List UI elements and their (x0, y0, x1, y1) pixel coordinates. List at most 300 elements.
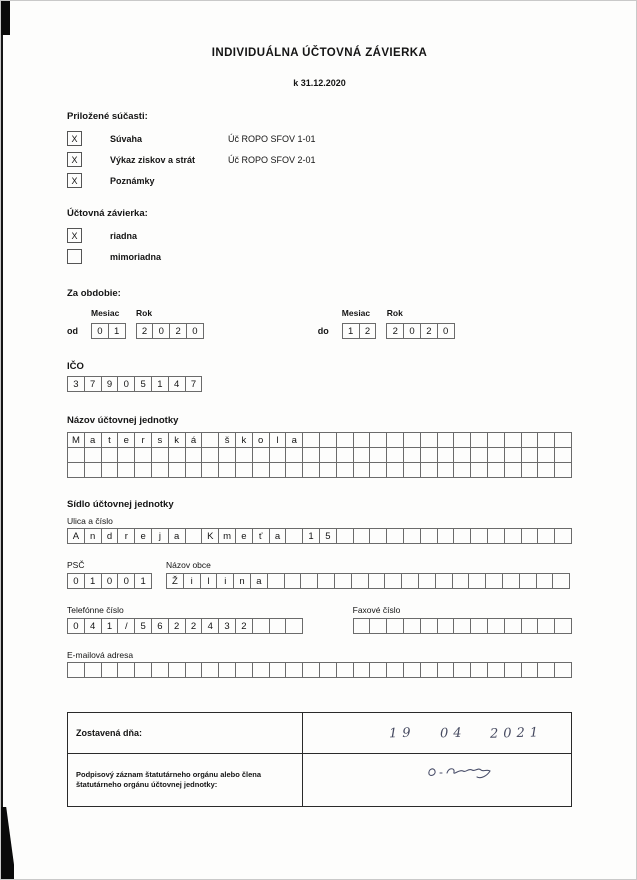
checkbox-mimoriadna (67, 249, 82, 264)
char-cell (487, 662, 505, 678)
char-cell: K (201, 528, 219, 544)
char-cell (353, 462, 371, 478)
char-cell (319, 462, 337, 478)
char-cell: 1 (151, 376, 169, 392)
page-subtitle: k 31.12.2020 (293, 78, 346, 88)
char-cell: 1 (342, 323, 360, 339)
char-cell (485, 573, 503, 589)
char-cell (487, 618, 505, 634)
char-cell: 1 (101, 618, 119, 634)
char-cell (537, 462, 555, 478)
char-cell (537, 528, 555, 544)
entity-name-row-3 (67, 462, 572, 478)
char-cell: a (285, 432, 303, 448)
char-cell (453, 528, 471, 544)
char-cell (504, 618, 522, 634)
char-cell (504, 662, 522, 678)
ico-boxes (67, 376, 572, 392)
char-cell: t (101, 432, 119, 448)
char-cell (554, 462, 572, 478)
compiled-date-row (68, 713, 571, 754)
statement-label: mimoriadna (110, 251, 162, 262)
char-cell (269, 662, 287, 678)
char-cell: š (218, 432, 236, 448)
char-cell (386, 447, 404, 463)
period-heading: Za obdobie: (67, 288, 121, 299)
char-cell: 2 (185, 618, 203, 634)
char-cell: á (185, 432, 203, 448)
char-cell: A (67, 528, 85, 544)
char-cell: 0 (117, 376, 135, 392)
char-cell (285, 462, 303, 478)
char-cell: i (183, 573, 201, 589)
char-cell: 2 (169, 323, 187, 339)
char-cell (285, 662, 303, 678)
char-cell: ť (252, 528, 270, 544)
checkbox-poznamky: X (67, 173, 82, 188)
char-cell: 1 (108, 323, 126, 339)
char-cell: a (269, 528, 287, 544)
char-cell (334, 573, 352, 589)
char-cell (420, 662, 438, 678)
checkbox-vykaz: X (67, 152, 82, 167)
char-cell (437, 447, 455, 463)
phone-col (67, 605, 303, 634)
char-cell: 2 (386, 323, 404, 339)
char-cell: 0 (67, 618, 85, 634)
char-cell (519, 573, 537, 589)
attachment-label: Výkaz ziskov a strát (110, 154, 196, 165)
char-cell (269, 618, 287, 634)
char-cell (185, 462, 203, 478)
char-cell (386, 432, 404, 448)
char-cell (403, 447, 421, 463)
fax-label: Faxové číslo (352, 605, 401, 615)
char-cell (151, 447, 169, 463)
char-cell (185, 528, 203, 544)
period-to-group (318, 308, 455, 339)
char-cell (168, 662, 186, 678)
char-cell (151, 662, 169, 678)
char-cell (252, 447, 270, 463)
char-cell (319, 662, 337, 678)
city-boxes (166, 573, 570, 589)
entity-name-grid (67, 432, 572, 478)
char-cell (521, 432, 539, 448)
char-cell (351, 573, 369, 589)
char-cell: 4 (168, 376, 186, 392)
phone-label: Telefónne číslo (67, 605, 124, 615)
char-cell (470, 528, 488, 544)
checkbox-suvaha: X (67, 131, 82, 146)
char-cell: Ž (166, 573, 184, 589)
char-cell: k (168, 432, 186, 448)
handwritten-month: 04 (439, 725, 467, 741)
char-cell (504, 462, 522, 478)
char-cell: / (117, 618, 135, 634)
fax-col (353, 605, 572, 634)
char-cell (218, 447, 236, 463)
char-cell (336, 662, 354, 678)
char-cell (554, 432, 572, 448)
char-cell (117, 662, 135, 678)
char-cell (453, 432, 471, 448)
attachment-row-suvaha (67, 131, 572, 146)
char-cell (353, 618, 371, 634)
char-cell (504, 447, 522, 463)
char-cell (168, 447, 186, 463)
char-cell (554, 447, 572, 463)
char-cell: 1 (84, 573, 102, 589)
char-cell (369, 447, 387, 463)
attachment-label: Súvaha (110, 133, 143, 144)
city-col (166, 560, 570, 589)
char-cell (84, 462, 102, 478)
char-cell: i (216, 573, 234, 589)
char-cell (470, 662, 488, 678)
char-cell: M (67, 432, 85, 448)
char-cell (101, 462, 119, 478)
from-label: od (67, 326, 78, 336)
char-cell (302, 447, 320, 463)
char-cell: 7 (84, 376, 102, 392)
char-cell (468, 573, 486, 589)
char-cell: 5 (319, 528, 337, 544)
char-cell (285, 447, 303, 463)
char-cell (67, 662, 85, 678)
char-cell (252, 662, 270, 678)
char-cell (504, 528, 522, 544)
char-cell (487, 462, 505, 478)
char-cell: s (151, 432, 169, 448)
char-cell (536, 573, 554, 589)
char-cell: r (134, 432, 152, 448)
char-cell (420, 432, 438, 448)
email-label: E-mailová adresa (67, 650, 134, 660)
spacer (67, 308, 91, 318)
char-cell (452, 573, 470, 589)
char-cell: e (134, 528, 152, 544)
char-cell (319, 432, 337, 448)
char-cell (336, 528, 354, 544)
char-cell: 2 (359, 323, 377, 339)
char-cell (487, 447, 505, 463)
char-cell (168, 462, 186, 478)
entity-name-label: Názov účtovnej jednotky (67, 415, 179, 426)
psc-boxes (67, 573, 152, 589)
street-label: Ulica a číslo (67, 516, 113, 526)
char-cell (369, 618, 387, 634)
entity-name-row-1 (67, 432, 572, 448)
ico-label: IČO (67, 361, 84, 372)
year-label: Rok (136, 308, 153, 318)
char-cell: n (84, 528, 102, 544)
char-cell (134, 462, 152, 478)
char-cell (336, 447, 354, 463)
char-cell (353, 447, 371, 463)
footer-table (67, 712, 572, 807)
char-cell (284, 573, 302, 589)
compiled-date-label: Zostavená dňa: (76, 728, 143, 738)
char-cell (403, 662, 421, 678)
char-cell (504, 432, 522, 448)
char-cell (420, 447, 438, 463)
char-cell (353, 432, 371, 448)
char-cell (437, 618, 455, 634)
char-cell (369, 462, 387, 478)
statement-label: riadna (110, 230, 138, 241)
attachment-code: Úč ROPO SFOV 1-01 (228, 133, 316, 144)
char-cell: 3 (218, 618, 236, 634)
char-cell (420, 462, 438, 478)
char-cell (369, 528, 387, 544)
char-cell (435, 573, 453, 589)
char-cell (353, 662, 371, 678)
char-cell: 0 (403, 323, 421, 339)
period-from-group (67, 308, 204, 339)
char-cell (537, 618, 555, 634)
char-cell (101, 662, 119, 678)
phone-boxes (67, 618, 303, 634)
char-cell: 2 (168, 618, 186, 634)
checkbox-riadna: X (67, 228, 82, 243)
char-cell (537, 447, 555, 463)
signature-scribble (423, 761, 497, 787)
char-cell (201, 432, 219, 448)
char-cell (386, 462, 404, 478)
char-cell (470, 432, 488, 448)
char-cell: 5 (134, 376, 152, 392)
to-label: do (317, 326, 329, 336)
char-cell (84, 447, 102, 463)
char-cell (285, 528, 303, 544)
char-cell (386, 618, 404, 634)
char-cell (235, 462, 253, 478)
page-title: INDIVIDUÁLNA ÚČTOVNÁ ZÁVIERKA (211, 47, 428, 59)
char-cell: a (84, 432, 102, 448)
psc-city-row (67, 560, 572, 589)
char-cell (401, 573, 419, 589)
char-cell (368, 573, 386, 589)
char-cell: 3 (67, 376, 85, 392)
char-cell (252, 618, 270, 634)
char-cell (300, 573, 318, 589)
entity-name-row-2 (67, 447, 572, 463)
handwritten-day: 19 (388, 725, 416, 741)
char-cell: 4 (84, 618, 102, 634)
spacer (318, 308, 342, 318)
char-cell (552, 573, 570, 589)
char-cell (470, 447, 488, 463)
attachments-heading: Priložené súčasti: (67, 111, 148, 122)
scan-artifact-left-edge (1, 1, 3, 879)
char-cell (386, 528, 404, 544)
char-cell (353, 528, 371, 544)
char-cell (386, 662, 404, 678)
char-cell (537, 662, 555, 678)
psc-label: PSČ (67, 560, 85, 570)
attachment-row-vykaz (67, 152, 572, 167)
char-cell (521, 462, 539, 478)
char-cell (269, 447, 287, 463)
char-cell (502, 573, 520, 589)
char-cell (285, 618, 303, 634)
char-cell: l (269, 432, 287, 448)
char-cell (384, 573, 402, 589)
handwritten-year: 2021 (489, 724, 544, 742)
char-cell (252, 462, 270, 478)
char-cell: 1 (134, 573, 152, 589)
char-cell (403, 432, 421, 448)
char-cell (302, 662, 320, 678)
char-cell (403, 618, 421, 634)
char-cell: 2 (235, 618, 253, 634)
char-cell (420, 618, 438, 634)
char-cell (437, 432, 455, 448)
char-cell: e (117, 432, 135, 448)
city-label: Názov obce (165, 560, 211, 570)
char-cell (117, 462, 135, 478)
char-cell: n (233, 573, 251, 589)
char-cell: 0 (152, 323, 170, 339)
char-cell (201, 447, 219, 463)
char-cell (369, 662, 387, 678)
char-cell (554, 618, 572, 634)
char-cell (235, 662, 253, 678)
char-cell: 0 (117, 573, 135, 589)
char-cell (201, 462, 219, 478)
char-cell: 5 (134, 618, 152, 634)
char-cell: 9 (101, 376, 119, 392)
address-heading: Sídlo účtovnej jednotky (67, 499, 174, 510)
char-cell (521, 618, 539, 634)
char-cell (302, 462, 320, 478)
char-cell (336, 462, 354, 478)
month-label: Mesiac (91, 308, 120, 318)
char-cell: 2 (136, 323, 154, 339)
char-cell (521, 662, 539, 678)
char-cell: k (235, 432, 253, 448)
phone-fax-row (67, 605, 572, 634)
char-cell: 6 (151, 618, 169, 634)
char-cell (487, 528, 505, 544)
char-cell (218, 662, 236, 678)
char-cell (185, 447, 203, 463)
to-year-boxes (386, 323, 454, 339)
char-cell (201, 662, 219, 678)
signature-label: Podpisový záznam štatutárneho orgánu alebo člena štatutárneho orgánu účtovnej jednotky: (76, 769, 262, 789)
char-cell (317, 573, 335, 589)
char-cell (554, 662, 572, 678)
char-cell: 0 (91, 323, 109, 339)
char-cell (336, 432, 354, 448)
char-cell (369, 432, 387, 448)
char-cell (453, 462, 471, 478)
char-cell: d (101, 528, 119, 544)
scan-artifact-top-left (1, 1, 10, 35)
attachment-row-poznamky (67, 173, 572, 188)
char-cell (319, 447, 337, 463)
char-cell: o (252, 432, 270, 448)
char-cell (67, 462, 85, 478)
char-cell: r (117, 528, 135, 544)
char-cell (453, 662, 471, 678)
char-cell: 0 (67, 573, 85, 589)
char-cell: 7 (185, 376, 203, 392)
year-label: Rok (386, 308, 403, 318)
char-cell (470, 462, 488, 478)
char-cell (521, 447, 539, 463)
to-month-boxes (342, 323, 377, 339)
char-cell (437, 662, 455, 678)
char-cell (521, 528, 539, 544)
char-cell: a (250, 573, 268, 589)
month-label: Mesiac (341, 308, 371, 318)
char-cell (554, 528, 572, 544)
attachment-code: Úč ROPO SFOV 2-01 (228, 154, 316, 165)
char-cell: j (151, 528, 169, 544)
char-cell (537, 432, 555, 448)
char-cell: a (168, 528, 186, 544)
scan-artifact-bottom-left (1, 807, 14, 879)
char-cell (487, 432, 505, 448)
char-cell (134, 662, 152, 678)
char-cell (185, 662, 203, 678)
statement-row-mimoriadna (67, 249, 572, 264)
char-cell (403, 528, 421, 544)
char-cell (418, 573, 436, 589)
char-cell: l (200, 573, 218, 589)
char-cell: 1 (302, 528, 320, 544)
street-boxes (67, 528, 572, 544)
char-cell: 0 (101, 573, 119, 589)
char-cell: 4 (201, 618, 219, 634)
char-cell (437, 462, 455, 478)
psc-col (67, 560, 152, 589)
char-cell (269, 462, 287, 478)
char-cell (218, 462, 236, 478)
char-cell (117, 447, 135, 463)
char-cell (67, 447, 85, 463)
statement-heading: Účtovná závierka: (67, 208, 148, 219)
from-month-boxes (91, 323, 126, 339)
char-cell: e (235, 528, 253, 544)
char-cell (420, 528, 438, 544)
char-cell: m (218, 528, 236, 544)
char-cell (134, 447, 152, 463)
char-cell (453, 447, 471, 463)
email-boxes (67, 662, 572, 678)
signature-row (68, 754, 571, 806)
char-cell: 0 (186, 323, 204, 339)
char-cell (101, 447, 119, 463)
char-cell (453, 618, 471, 634)
from-year-boxes (136, 323, 204, 339)
statement-row-riadna (67, 228, 572, 243)
char-cell (470, 618, 488, 634)
char-cell (235, 447, 253, 463)
period-row (67, 308, 572, 339)
attachment-label: Poznámky (110, 175, 155, 186)
char-cell (302, 432, 320, 448)
char-cell (84, 662, 102, 678)
char-cell (267, 573, 285, 589)
fax-boxes (353, 618, 572, 634)
char-cell: 2 (420, 323, 438, 339)
char-cell: 0 (437, 323, 455, 339)
char-cell (403, 462, 421, 478)
char-cell (437, 528, 455, 544)
